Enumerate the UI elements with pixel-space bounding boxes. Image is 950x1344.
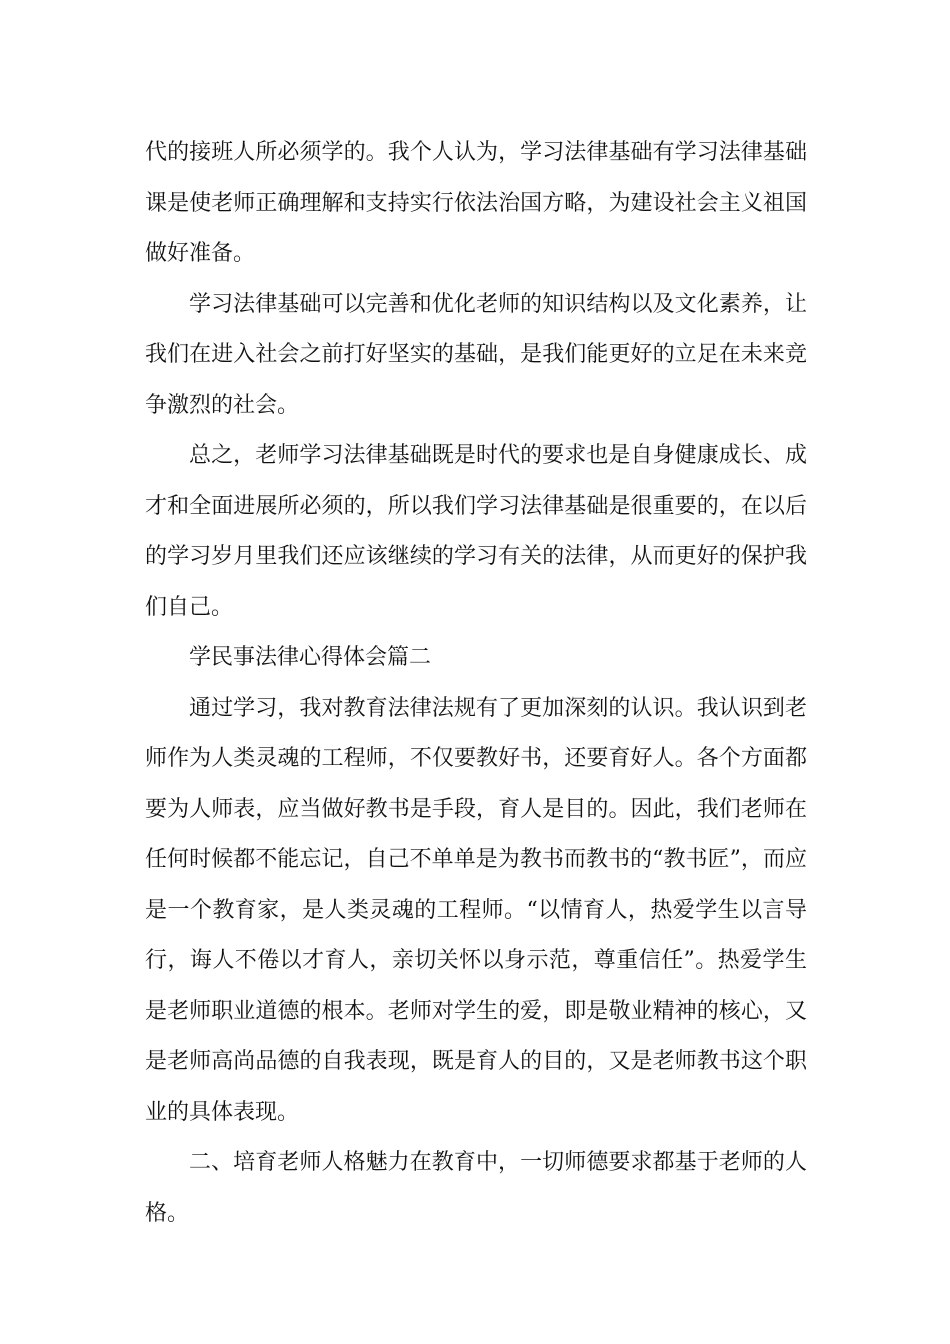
paragraph-knowledge-structure: 学习法律基础可以完善和优化老师的知识结构以及文化素养，让我们在进入社会之前打好坚实的基础，是我们能更好的立足在未来竞争激烈的社会。	[145, 291, 807, 418]
section-heading: 学民事法律心得体会篇二	[189, 645, 432, 670]
paragraph-teacher-personality: 二、培育老师人格魅力在教育中，一切师德要求都基于老师的人格。	[145, 1150, 807, 1226]
paragraph-conclusion: 总之，老师学习法律基础既是时代的要求也是自身健康成长、成才和全面进展所必须的，所以我们学习法律基础是很重要的，在以后的学习岁月里我们还应该继续的学习有关的法律，从而更好的保护我们自己。	[145, 443, 807, 620]
paragraph-continuation: 代的接班人所必须学的。我个人认为，学习法律基础有学习法律基础课是使老师正确理解和支持实行依法治国方略，为建设社会主义祖国做好准备。	[145, 140, 807, 266]
document-body	[145, 128, 807, 1239]
paragraph-education-law: 通过学习，我对教育法律法规有了更加深刻的认识。我认识到老师作为人类灵魂的工程师，不仅要教好书，还要育好人。各个方面都要为人师表，应当做好教书是手段，育人是目的。因此，我们老师在任何时候都不能忘记，自己不单单是为教书而教书的“教书匠”，而应是一个教育家，是人类灵魂的工程师。“以情育人，热爱学生以言导行，诲人不倦以才育人，亲切关怀以身示范，尊重信任”。热爱学生是老师职业道德的根本。老师对学生的爱，即是敬业精神的核心，又是老师高尚品德的自我表现，既是育人的目的，又是老师教书这个职业的具体表现。	[145, 695, 807, 1125]
